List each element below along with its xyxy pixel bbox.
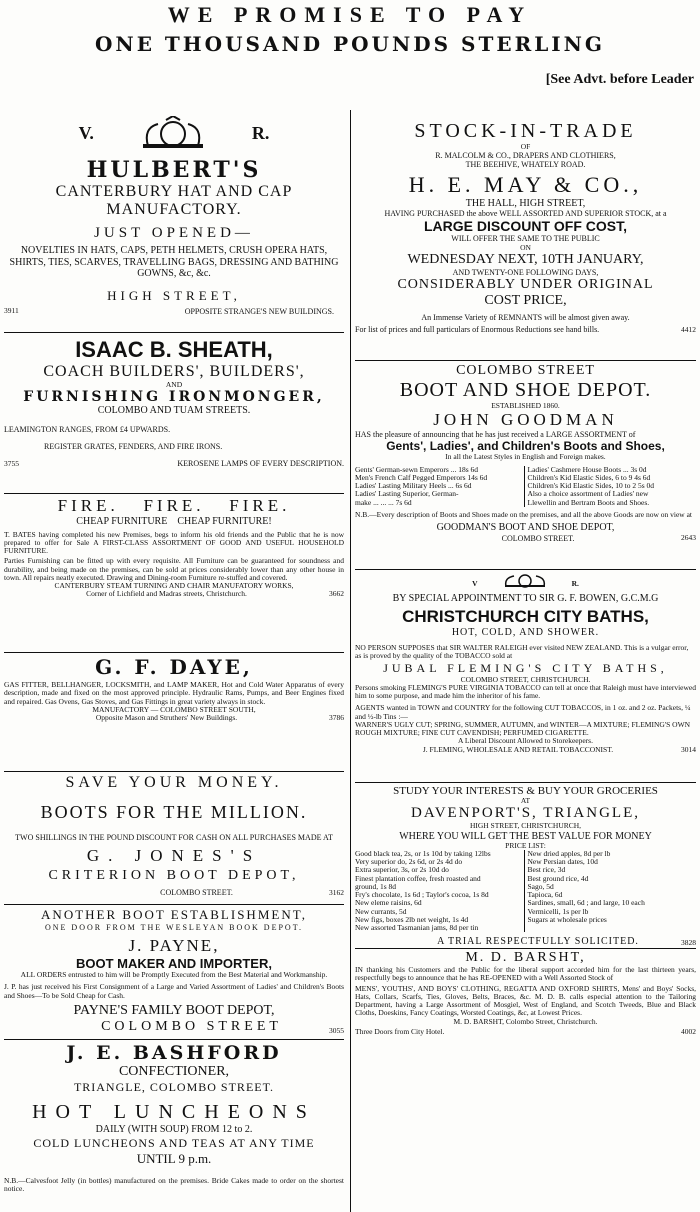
list-item: Tapioca, 6d <box>527 890 563 899</box>
list-item: New assorted Tasmanian jams, 8d per tin <box>355 923 479 932</box>
list-item: Vermicelli, 1s per lb <box>527 906 589 916</box>
daye-num: 3786 <box>329 713 344 722</box>
hulbert-street: HIGH STREET, <box>107 287 241 303</box>
list-item: Best ground rice, 4d <box>527 873 589 883</box>
list-item: New eleme raisins, 6d <box>355 898 422 908</box>
daye-manu: MANUFACTORY — COLOMBO STREET SOUTH, <box>92 704 256 714</box>
stock-list: For list of prices and full particulars of Enormous Reductions see hand bills. <box>355 325 600 335</box>
stock-having: HAVING PURCHASED the above WELL ASSORTED AND SUPERIOR STOCK, at a <box>384 209 667 219</box>
list-item: Sardines, small, 6d ; and large, 10 each <box>527 898 645 908</box>
barsht-mens: MENS', YOUTHS', AND BOYS' CLOTHING, REGATTA AND OXFORD SHIRTS, Mens' and Boys' Socks, Hats, Collars, Scarfs, Ties, Gloves, Belts, Braces, &c. M. D. B. calls especial attention to the Tailoring Department, having a Large Assortment of Mosgiel, West of England, and Scotch Tweeds, Blue and Black Cloths, Doeskins, Fancy Coatings, Worsted Coatings, &c, at Lowest Prices. <box>355 983 696 1018</box>
hulbert-novelties: NOVELTIES IN HATS, CAPS, PETH HELMETS, CRUSH OPERA HATS, SHIRTS, TIES, SCARVES, TRAVELLING BAGS, DRESSING AND BATHING GOWNS, &c, &c. <box>9 245 339 279</box>
davenport-price: PRICE LIST: <box>505 840 546 850</box>
davenport-high: HIGH STREET, CHRISTCHURCH, <box>469 821 582 831</box>
baths-colombo: COLOMBO STREET, CHRISTCHURCH. <box>460 674 591 684</box>
thousand-heading: ONE THOUSAND POUNDS STERLING <box>94 32 605 56</box>
list-item: Ladies' Lasting Military Heels ... 6s 6d <box>355 481 472 491</box>
goodman-ad <box>355 361 696 569</box>
list-item: New currants, 5d <box>355 906 407 916</box>
fire-body: T. BATES having completed his new Premises, begs to inform his old friends and the Public that he is now prepared to offer for Sale A FIRST-CLASS ASSORTMENT OF GOOD AND USEFUL HOUSEHOLD FURNITURE. <box>4 529 344 555</box>
bashford-daily: DAILY (WITH SOUP) FROM 12 to 2. <box>95 1124 253 1135</box>
list-item: Men's French Calf Pegged Emperors 14s 6d <box>355 472 488 482</box>
fire-ad <box>4 494 344 652</box>
list-item: Extra superior, 3s, or 2s 10d do <box>355 865 449 875</box>
payne-maker: BOOT MAKER AND IMPORTER, <box>76 956 272 972</box>
goodman-est: ESTABLISHED 1860. <box>491 401 560 410</box>
list-item: New figs, boxes 2lb net weight, 1s 4d <box>355 914 469 924</box>
fire-cheap: CHEAP FURNITURE CHEAP FURNITURE! <box>76 516 272 527</box>
royal-v: V. <box>78 123 94 144</box>
davenport-where: WHERE YOU WILL GET THE BEST VALUE FOR MONEY <box>399 830 652 842</box>
list-item: Ladies' Lasting Superior, German- <box>355 489 459 499</box>
hulbert-opposite: OPPOSITE STRANGE'S NEW BUILDINGS. <box>184 306 334 316</box>
promise-heading: WE PROMISE TO PAY <box>167 2 533 27</box>
davenport-ad <box>355 783 696 948</box>
goodman-colombo: COLOMBO STREET. <box>501 533 575 543</box>
sheath-num: 3755 <box>4 458 19 468</box>
hulbert-name: HULBERT'S <box>86 157 262 183</box>
left-column <box>4 110 344 1210</box>
davenport-left-list <box>355 850 524 933</box>
goodman-title: BOOT AND SHOE DEPOT. <box>399 379 652 401</box>
fire-title: FIRE. FIRE. FIRE. <box>57 496 291 515</box>
payne-ad <box>4 905 344 1039</box>
sheath-reg: REGISTER GRATES, FENDERS, AND FIRE IRONS. <box>44 441 223 451</box>
payne-street: COLOMBO STREET <box>101 1018 282 1034</box>
list-item: Children's Kid Elastic Sides, 6 to 9 4s 6d <box>527 472 651 482</box>
goodman-street: COLOMBO STREET <box>456 363 595 378</box>
stock-may: H. E. MAY & CO., <box>408 171 643 197</box>
fire-corner: Corner of Lichfield and Madras streets, Christchurch. <box>86 589 247 599</box>
payne-recv: J. P. has just received his First Consignment of a Large and Varied Assortment of Ladies' and Children's Boots and Shoes—To be Sold Cheap for Cash. <box>4 982 344 1000</box>
stock-cost: COST PRICE, <box>484 293 567 309</box>
stock-large: LARGE DISCOUNT OFF COST, <box>424 218 627 235</box>
baths-v: V <box>472 579 478 589</box>
goodman-right-list <box>524 466 697 507</box>
sheath-ad <box>4 333 344 493</box>
baths-agents: AGENTS wanted in TOWN and COUNTRY for the following CUT TOBACCOS, in 1 oz. and 2 oz. Packets, ¼ and ½-lb Tins :— <box>355 703 691 721</box>
barsht-sign: M. D. BARSHT, Colombo Street, Christchurch. <box>453 1016 598 1026</box>
sheath-and: AND <box>165 380 183 389</box>
stock-immense: An Immense Variety of REMNANTS will be almost given away. <box>421 313 630 323</box>
goodman-depot: GOODMAN'S BOOT AND SHOE DEPOT, <box>436 522 615 534</box>
goodman-latest: In all the Latest Styles in English and Foreign makes. <box>445 452 606 462</box>
jones-ad <box>4 772 344 904</box>
royal-crest-icon <box>138 116 208 155</box>
list-item: make ... ... ... 7s 6d <box>355 497 412 507</box>
stock-twenty: AND TWENTY-ONE FOLLOWING DAYS, <box>452 267 599 277</box>
bashford-until: UNTIL 9 p.m. <box>136 1150 212 1166</box>
jones-street: COLOMBO STREET. <box>160 888 233 898</box>
list-item: Sago, 5d <box>527 881 554 891</box>
baths-jubal: JUBAL FLEMING'S CITY BATHS, <box>383 660 668 675</box>
baths-r: R. <box>571 579 579 589</box>
jones-depot: CRITERION BOOT DEPOT, <box>48 868 300 884</box>
barsht-num: 4002 <box>681 1026 696 1036</box>
bashford-conf: CONFECTIONER, <box>118 1064 230 1079</box>
bashford-name: J. E. BASHFORD <box>66 1042 282 1064</box>
list-item: Llewellin and Bertram Boots and Shoes. <box>527 497 650 507</box>
list-item: Ladies' Cashmere House Boots ... 3s 0d <box>527 464 647 474</box>
goodman-gents: Gents', Ladies', and Children's Boots and Shoes, <box>386 439 665 454</box>
jones-name: G. JONES'S <box>86 846 262 866</box>
jones-save: SAVE YOUR MONEY. <box>65 774 283 791</box>
bashford-tri: TRIANGLE, COLOMBO STREET. <box>73 1080 275 1094</box>
list-item: Good black tea, 2s, or 1s 10d by taking 12lbs <box>355 848 491 858</box>
baths-liberal: A Liberal Discount Allowed to Storekeepers. <box>458 736 593 746</box>
davenport-num: 3828 <box>680 938 696 948</box>
goodman-left-list <box>355 466 524 507</box>
hulbert-num: 3911 <box>4 306 19 316</box>
baths-persons: Persons smoking FLEMING'S PURE VIRGINIA TOBACCO can tell at once that Raleigh must have interviewed him to some purpose, and made him the inheritor of his fame. <box>355 682 696 700</box>
davenport-trial: A TRIAL RESPECTFULLY SOLICITED. <box>437 936 639 948</box>
daye-name: G. F. DAYE, <box>95 655 253 679</box>
stock-beehive: THE BEEHIVE, WHATELY ROAD. <box>465 160 586 170</box>
stock-malcolm: R. MALCOLM & CO., DRAPERS AND CLOTHIERS, <box>435 151 616 161</box>
barsht-name: M. D. BARSHT, <box>465 950 586 965</box>
baths-hot: HOT, COLD, AND SHOWER. <box>451 626 600 638</box>
royal-r: R. <box>251 123 270 144</box>
goodman-nb: N.B.—Every description of Boots and Shoes made on the premises, and all the above Goods are now on view at <box>355 509 693 519</box>
stock-consid: CONSIDERABLY UNDER ORIGINAL <box>397 277 654 293</box>
barsht-body: IN thanking his Customers and the Public for the liberal support accorded him for the last thirteen years, respectfully begs to announce that he has RE-OPENED with a Well Assorted Stock of <box>355 965 696 983</box>
list-item: Sugars at wholesale prices <box>527 914 607 924</box>
sheath-name: ISAAC B. SHEATH, <box>75 337 273 362</box>
list-item: Children's Kid Elastic Sides, 10 to 2 5s 0d <box>527 481 655 491</box>
jones-two: TWO SHILLINGS IN THE POUND DISCOUNT FOR CASH ON ALL PURCHASES MADE AT <box>15 833 333 842</box>
goodman-name: JOHN GOODMAN <box>433 410 618 430</box>
stock-will: WILL OFFER THE SAME TO THE PUBLIC <box>451 234 600 244</box>
list-item: New dried apples, 8d per lb <box>527 848 611 858</box>
daye-opp: Opposite Mason and Struthers' New Buildings. <box>95 713 238 722</box>
hulbert-line1: CANTERBURY HAT AND CAP <box>55 183 293 200</box>
list-item: Also a choice assortment of Ladies' new <box>527 489 649 499</box>
list-item: Gents' German-sewn Emperors ... 18s 6d <box>355 464 478 474</box>
payne-another: ANOTHER BOOT ESTABLISHMENT, <box>41 907 307 922</box>
goodman-num: 2643 <box>681 533 696 543</box>
barsht-ad <box>355 949 696 1095</box>
davenport-at: AT <box>520 796 531 805</box>
stock-of: OF <box>520 142 531 151</box>
payne-num: 3055 <box>329 1025 344 1035</box>
list-item: ground, 1s 8d <box>355 881 397 891</box>
stock-num: 4412 <box>681 324 696 334</box>
fire-body2: Parties Furnishing can be fitted up with every requisite. All Furniture can be guaranteed for soundness and durability, and being made on the premises, can be sold at prices considerably lower than any other house in town. All repairs neatly executed. Drawing and Dining-room Furniture re-stuffed and covered. <box>4 556 344 582</box>
stock-ad <box>355 110 696 360</box>
right-column <box>355 110 696 1210</box>
jones-boots: BOOTS FOR THE MILLION. <box>40 802 308 822</box>
bashford-cold: COLD LUNCHEONS AND TEAS AT ANY TIME <box>33 1135 315 1150</box>
davenport-study: STUDY YOUR INTERESTS & BUY YOUR GROCERIES <box>393 785 658 797</box>
baths-num: 3014 <box>680 744 696 754</box>
stock-wed: WEDNESDAY NEXT, 10TH JANUARY, <box>407 251 644 267</box>
list-item: Very superior do, 2s 6d, or 2s 4d do <box>355 857 463 866</box>
stock-title: STOCK-IN-TRADE <box>414 120 637 142</box>
baths-appt: BY SPECIAL APPOINTMENT TO SIR G. F. BOWEN, G.C.M.G <box>392 593 659 604</box>
barsht-three: Three Doors from City Hotel. <box>355 1026 445 1036</box>
list-item: Best rice, 3d <box>527 865 566 875</box>
payne-orders: ALL ORDERS entrusted to him will be Promptly Executed from the Best Material and Workmanship. <box>20 970 328 980</box>
baths-name: CHRISTCHURCH CITY BATHS, <box>402 606 649 626</box>
davenport-name: DAVENPORT'S, TRIANGLE, <box>410 805 640 822</box>
list-item: Finest plantation coffee, fresh roasted and <box>355 873 481 883</box>
baths-raleigh: NO PERSON SUPPOSES that SIR WALTER RALEIGH ever visited NEW ZEALAND. This is a vulgar error, as is proved by the quality of the TOBACCO sold at <box>355 643 689 661</box>
hulbert-opened: JUST OPENED— <box>94 225 254 241</box>
payne-depot: PAYNE'S FAMILY BOOT DEPOT, <box>73 1002 275 1018</box>
goodman-price-table <box>355 466 696 507</box>
sheath-ker: KEROSENE LAMPS OF EVERY DESCRIPTION. <box>177 459 344 469</box>
bashford-nb: N.B.—Calvesfoot Jelly (in bottles) manufactured on the premises. Bride Cakes made to order on the shortest notice. <box>4 1175 344 1193</box>
davenport-price-table <box>355 850 696 933</box>
baths-fleming: J. FLEMING, WHOLESALE AND RETAIL TOBACCONIST. <box>422 744 614 754</box>
sheath-l2: FURNISHING IRONMONGER, <box>23 389 325 406</box>
jones-num: 3162 <box>329 887 344 897</box>
column-divider <box>350 110 351 1212</box>
list-item: New Persian dates, 10d <box>527 857 598 866</box>
daye-ad <box>4 653 344 771</box>
goodman-has: HAS the pleasure of announcing that he has just received a LARGE ASSORTMENT of <box>355 430 636 440</box>
payne-door: ONE DOOR FROM THE WESLEYAN BOOK DEPOT. <box>44 923 303 932</box>
sheath-l3: COLOMBO AND TUAM STREETS. <box>97 405 251 417</box>
list-item: Fry's chocolate, 1s 6d ; Taylor's cocoa, 1s 8d <box>355 890 489 899</box>
payne-name: J. PAYNE, <box>128 936 220 956</box>
fire-num: 3662 <box>328 589 344 599</box>
hulbert-ad <box>4 110 344 332</box>
header <box>0 0 700 100</box>
hulbert-line2: MANUFACTORY. <box>106 201 242 218</box>
sheath-l1: COACH BUILDERS', BUILDERS', <box>43 363 305 380</box>
stock-hall: THE HALL, HIGH STREET, <box>465 197 586 209</box>
baths-ad <box>355 570 696 782</box>
bashford-ad <box>4 1040 344 1210</box>
sheath-leam: LEAMINGTON RANGES, FROM £4 UPWARDS. <box>4 424 171 434</box>
stock-on: ON <box>520 242 531 252</box>
daye-body: GAS FITTER, BELLHANGER, LOCKSMITH, and LAMP MAKER, Hot and Cold Water Apparatus of every description, made and fixed on the most approved principle. Hydraulic Rams, Pumps, and Beer Engines fixed and repaired. Gas Ovens, Gas Stoves, and Gas Fittings in great variety always in stock. <box>4 680 344 706</box>
fire-works: CANTERBURY STEAM TURNING AND CHAIR MANUFATORY WORKS, <box>54 581 294 590</box>
see-advt: [See Advt. before Leader <box>545 72 694 87</box>
davenport-right-list <box>524 850 697 933</box>
royal-crest-icon <box>502 572 548 593</box>
bashford-hot: HOT LUNCHEONS <box>32 1101 316 1123</box>
baths-warner: WARNER'S UGLY CUT; SPRING, SUMMER, AUTUMN, and WINTER—A MIXTURE; FLEMING'S OWN ROUGH MIXTURE; FINE CUT CAVENDISH; PERFUMED CIGARETTE. <box>355 719 691 737</box>
